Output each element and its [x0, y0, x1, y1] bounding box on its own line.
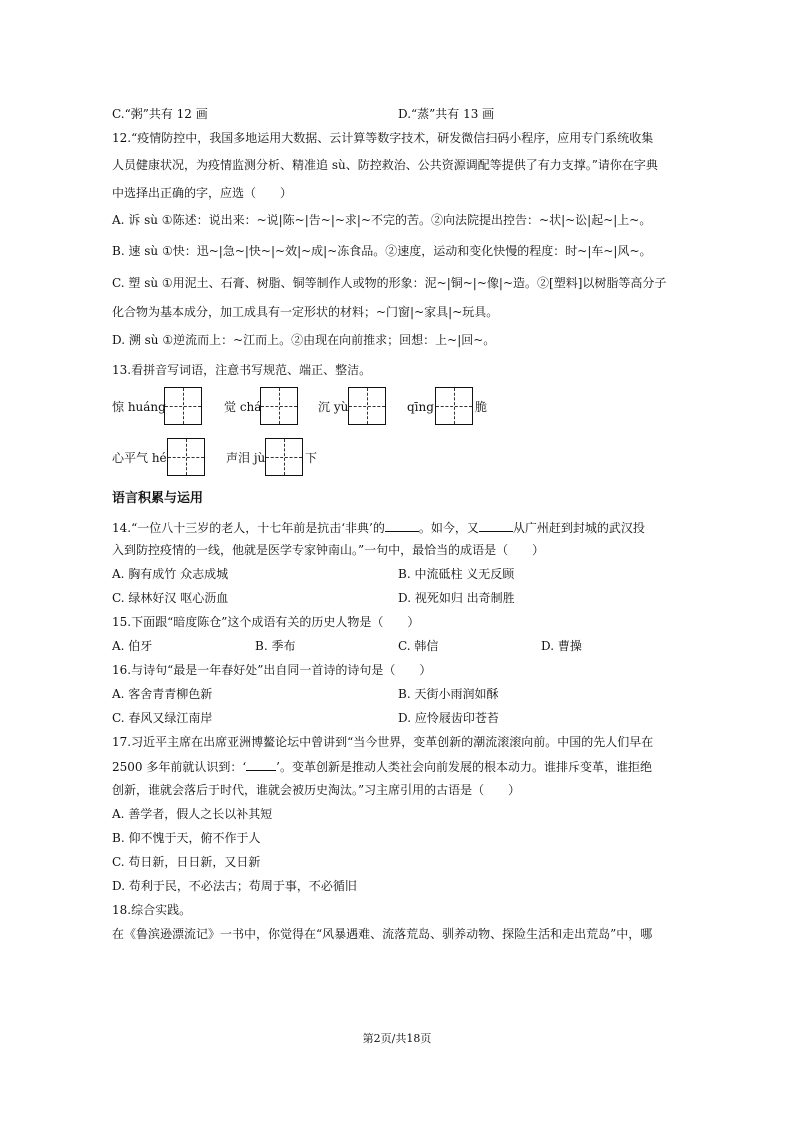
q14-stem-line2: 入到防控疫情的一线，他就是医学专家钟南山。”一句中，最恰当的成语是（ ）	[112, 543, 545, 557]
q11-option-d: D.“蒸”共有 13 画	[398, 107, 495, 121]
q13-box-4[interactable]	[435, 387, 473, 425]
q12-stem-line1: 12.“疫情防控中，我国多地运用大数据、云计算等数字技术，研发微信扫码小程序，应用专门系统收集	[112, 131, 654, 145]
q14-blank-1[interactable]	[385, 519, 419, 532]
q13-box-3[interactable]	[348, 387, 386, 425]
q16-prompt: 16.与诗句“最是一年春好处”出自同一首诗的诗句是（ ）	[112, 663, 432, 677]
q18-prompt: 18.综合实践。	[112, 903, 192, 917]
q15-option-d: D. 曹操	[541, 639, 582, 653]
q13-item-3-label: 沉 yù	[318, 400, 349, 414]
q15-option-b: B. 季布	[255, 639, 296, 653]
q16-option-b: B. 天街小雨润如酥	[398, 687, 499, 701]
q12-option-c: C. 塑 sù ①用泥土、石膏、树脂、铜等制作人或物的形象：泥~|铜~|~像|~造。②[塑料]以树脂等高分子	[112, 276, 667, 290]
q14-option-d: D. 视死如归 出奇制胜	[398, 591, 515, 605]
q13-item-1-label: 惊 huáng	[112, 400, 166, 414]
q17-option-c: C. 苟日新，日日新，又日新	[112, 855, 261, 869]
q12-option-d: D. 溯 sù ①逆流而上：~江而上。②由现在向前推求；回想：上~|回~。	[112, 333, 496, 347]
q12-stem-line3: 中选择出正确的字，应选（ ）	[112, 186, 293, 200]
q14-stem-part3: 从广州赶到封城的武汉投	[512, 521, 645, 535]
q16-option-a: A. 客舍青青柳色新	[112, 687, 213, 701]
q17-stem-line2	[112, 758, 652, 775]
q13-item-5-label: 心平气 hé	[112, 451, 167, 465]
q14-stem-part2: 。如今，又	[418, 521, 479, 535]
q16-option-c: C. 春风又绿江南岸	[112, 711, 213, 725]
q12-option-a: A. 诉 sù ①陈述：说出来：~说|陈~|告~|~求|~不完的苦。②向法院提出控告：~状|~讼|起~|上~。	[112, 213, 652, 227]
q16-option-d: D. 应怜屐齿印苍苔	[398, 711, 499, 725]
q17-stem-line1: 17.习近平主席在出席亚洲博鳌论坛中曾讲到“当今世界，变革创新的潮流滚滚向前。中国的先人们早在	[112, 735, 654, 749]
q14-blank-2[interactable]	[479, 519, 513, 532]
q13-box-5[interactable]	[167, 438, 205, 476]
q13-item-4-suffix: 脆	[475, 400, 488, 414]
q15-prompt: 15.下面跟“暗度陈仓”这个成语有关的历史人物是（ ）	[112, 615, 420, 629]
q15-option-a: A. 伯牙	[112, 639, 153, 653]
q17-stem-part2: ’。变革创新是推动人类社会向前发展的根本动力。谁排斥变革，谁拒绝	[276, 760, 652, 774]
q13-item-6-suffix: 下	[305, 451, 318, 465]
q14-option-c: C. 绿林好汉 呕心沥血	[112, 591, 229, 605]
page-number: 第2页/共18页	[362, 1032, 432, 1045]
q13-box-6[interactable]	[265, 438, 303, 476]
q13-item-6-label: 声泪 jù	[226, 451, 266, 465]
q17-stem-part1: 2500 多年前就认识到：‘	[112, 760, 247, 774]
q17-option-b: B. 仰不愧于天，俯不作于人	[112, 831, 261, 845]
q18-stem: 在《鲁滨逊漂流记》一书中，你觉得在“风暴遇难、流落荒岛、驯养动物、探险生活和走出荒岛”中，哪	[112, 927, 653, 941]
q13-item-2-label: 觉 chá	[224, 400, 262, 414]
q17-blank[interactable]	[246, 758, 276, 771]
q13-box-2[interactable]	[260, 387, 298, 425]
q15-option-c: C. 韩信	[398, 639, 439, 653]
section-heading: 语言积累与运用	[112, 491, 204, 506]
q14-stem-part1: 14.“一位八十三岁的老人，十七年前是抗击‘非典’的	[112, 521, 385, 535]
q12-option-b: B. 速 sù ①快：迅~|急~|快~|~效|~成|~冻食品。②速度，运动和变化快慢的程度：时~|车~|风~。	[112, 244, 652, 258]
q14-option-a: A. 胸有成竹 众志成城	[112, 567, 229, 581]
q12-option-c-cont: 化合物为基本成分，加工成具有一定形状的材料；~门窗|~家具|~玩具。	[112, 305, 499, 319]
q14-option-b: B. 中流砥柱 义无反顾	[398, 567, 515, 581]
q13-box-1[interactable]	[164, 387, 202, 425]
q12-stem-line2: 人员健康状况，为疫情监测分析、精准追 sù、防控救治、公共资源调配等提供了有力支撑。”请你在字典	[112, 158, 658, 172]
q17-option-d: D. 苟利于民，不必法古；苟周于事，不必循旧	[112, 879, 357, 893]
q13-item-4-label: qīng	[407, 400, 434, 414]
q11-option-c: C.“粥”共有 12 画	[112, 107, 208, 121]
q17-stem-line3: 创新，谁就会落后于时代，谁就会被历史淘汰。”习主席引用的古语是（ ）	[112, 783, 521, 797]
q13-prompt: 13.看拼音写词语，注意书写规范、端正、整洁。	[112, 363, 372, 377]
q14-stem-line1	[112, 519, 645, 536]
q17-option-a: A. 善学者，假人之长以补其短	[112, 807, 273, 821]
